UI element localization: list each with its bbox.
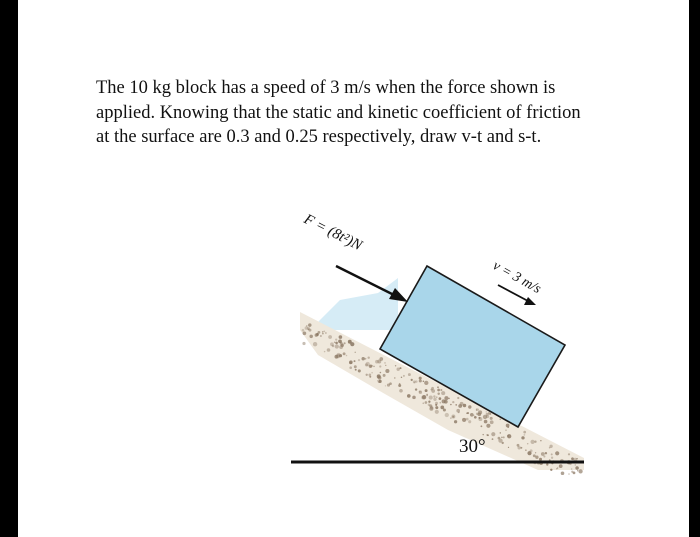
soil-dot bbox=[551, 453, 553, 455]
soil-dot bbox=[322, 333, 324, 335]
soil-dot bbox=[483, 415, 487, 419]
soil-dot bbox=[423, 380, 425, 382]
soil-dot bbox=[408, 373, 411, 376]
soil-dot bbox=[549, 447, 551, 449]
soil-dot bbox=[457, 397, 459, 399]
soil-dot bbox=[322, 331, 324, 333]
soil-dot bbox=[559, 464, 563, 468]
soil-dot bbox=[324, 351, 325, 352]
soil-dot bbox=[415, 388, 417, 390]
soil-dot bbox=[355, 352, 356, 353]
soil-dot bbox=[431, 389, 433, 391]
problem-line-1: The 10 kg block has a speed of 3 m/s when the force shown is bbox=[96, 78, 556, 98]
soil-dot bbox=[437, 389, 440, 392]
soil-dot bbox=[507, 434, 511, 438]
soil-dot bbox=[486, 434, 488, 436]
soil-dot bbox=[439, 397, 442, 400]
soil-dot bbox=[525, 449, 527, 451]
soil-dot bbox=[543, 455, 545, 457]
soil-dot bbox=[476, 410, 477, 411]
soil-dot bbox=[508, 447, 509, 448]
soil-dot bbox=[541, 452, 545, 456]
soil-dot bbox=[490, 417, 493, 420]
soil-dot bbox=[424, 381, 428, 385]
soil-dot bbox=[325, 332, 327, 334]
soil-dot bbox=[428, 401, 430, 403]
soil-dot bbox=[463, 404, 466, 407]
soil-dot bbox=[486, 411, 487, 412]
soil-dot bbox=[383, 374, 386, 377]
soil-dot bbox=[303, 331, 307, 335]
soil-dot bbox=[456, 409, 460, 413]
soil-dot bbox=[478, 417, 482, 421]
soil-dot bbox=[419, 379, 422, 382]
soil-dot bbox=[477, 412, 481, 416]
soil-dot bbox=[369, 376, 371, 378]
soil-dot bbox=[371, 372, 373, 374]
soil-dot bbox=[330, 342, 334, 346]
soil-dot bbox=[413, 380, 416, 383]
force-arrow bbox=[336, 266, 396, 296]
soil-dot bbox=[441, 391, 445, 395]
soil-dot bbox=[395, 365, 396, 366]
soil-dot bbox=[568, 453, 570, 455]
soil-dot bbox=[492, 438, 494, 440]
soil-dot bbox=[517, 444, 520, 447]
soil-dot bbox=[455, 404, 457, 406]
soil-dot bbox=[571, 475, 575, 479]
soil-dot bbox=[425, 401, 428, 404]
soil-dot bbox=[499, 418, 501, 420]
soil-dot bbox=[327, 348, 331, 352]
soil-dot bbox=[498, 437, 501, 440]
soil-dot bbox=[571, 468, 572, 469]
soil-dot bbox=[348, 340, 352, 344]
soil-dot bbox=[437, 386, 439, 388]
soil-dot bbox=[521, 436, 524, 439]
soil-dot bbox=[401, 377, 402, 378]
soil-dot bbox=[411, 379, 413, 381]
soil-dot bbox=[399, 367, 401, 369]
soil-dot bbox=[576, 483, 578, 485]
soil-dot bbox=[466, 413, 467, 414]
soil-dot bbox=[428, 403, 431, 406]
soil-dot bbox=[379, 365, 381, 367]
soil-dot bbox=[318, 331, 321, 334]
soil-dot bbox=[452, 416, 454, 418]
soil-dot bbox=[335, 339, 337, 341]
soil-dot bbox=[343, 352, 346, 355]
soil-dot bbox=[349, 360, 353, 364]
soil-dot bbox=[419, 391, 421, 393]
angle-label: 30° bbox=[459, 436, 486, 457]
soil-dot bbox=[506, 424, 510, 428]
soil-dot bbox=[368, 374, 371, 377]
soil-dot bbox=[546, 463, 548, 465]
soil-dot bbox=[468, 420, 471, 423]
soil-dot bbox=[550, 469, 552, 471]
soil-dot bbox=[384, 362, 386, 364]
soil-dot bbox=[448, 398, 450, 400]
soil-dot bbox=[320, 335, 322, 337]
soil-dot bbox=[491, 432, 495, 436]
soil-dot bbox=[378, 380, 381, 383]
soil-dot bbox=[433, 395, 435, 397]
problem-line-3: at the surface are 0.3 and 0.25 respectively, draw v-t and s-t. bbox=[96, 127, 542, 147]
soil-dot bbox=[435, 410, 439, 414]
soil-dot bbox=[575, 466, 579, 470]
soil-dot bbox=[421, 396, 425, 400]
soil-dot bbox=[462, 418, 466, 422]
soil-dot bbox=[309, 335, 312, 338]
soil-dot bbox=[419, 377, 422, 380]
soil-dot bbox=[426, 395, 427, 396]
velocity-label: v = 3 m/s bbox=[490, 258, 544, 298]
soil-dot bbox=[308, 323, 311, 326]
soil-dot bbox=[561, 472, 565, 476]
soil-dot bbox=[398, 384, 401, 387]
force-label: F = (8t²)N bbox=[301, 211, 365, 255]
soil-dot bbox=[385, 365, 386, 366]
soil-dot bbox=[394, 377, 395, 378]
force-glow bbox=[318, 278, 398, 330]
soil-dot bbox=[346, 355, 348, 357]
incline-block-figure bbox=[18, 0, 689, 537]
soil-dot bbox=[452, 401, 454, 403]
soil-dot bbox=[437, 393, 439, 395]
soil-dot bbox=[503, 436, 505, 438]
soil-dot bbox=[545, 452, 547, 454]
soil-dot bbox=[302, 329, 305, 332]
problem-line-2: applied. Knowing that the static and kinetic coefficient of friction bbox=[96, 102, 581, 123]
soil-dot bbox=[468, 405, 471, 408]
soil-dot bbox=[339, 335, 343, 339]
soil-dot bbox=[323, 331, 325, 333]
soil-dot bbox=[362, 357, 365, 360]
soil-dot bbox=[440, 389, 442, 391]
soil-dot bbox=[302, 342, 305, 345]
soil-dot bbox=[486, 424, 490, 428]
soil-dot bbox=[354, 360, 356, 362]
soil-dot bbox=[480, 425, 482, 427]
soil-dot bbox=[425, 389, 428, 392]
soil-dot bbox=[344, 342, 346, 344]
soil-dot bbox=[524, 434, 526, 436]
soil-dot bbox=[380, 372, 382, 374]
soil-dot bbox=[488, 412, 491, 415]
soil-dot bbox=[373, 366, 375, 368]
soil-dot bbox=[339, 354, 342, 357]
soil-dot bbox=[555, 451, 559, 455]
soil-dot bbox=[527, 451, 531, 455]
soil-dot bbox=[365, 358, 367, 360]
soil-dot bbox=[444, 400, 448, 404]
soil-dot bbox=[450, 417, 451, 418]
soil-dot bbox=[358, 369, 361, 372]
soil-dot bbox=[470, 413, 474, 417]
soil-dot bbox=[377, 360, 381, 364]
soil-dot bbox=[397, 368, 400, 371]
soil-dot bbox=[568, 473, 570, 475]
soil-dot bbox=[354, 365, 357, 368]
soil-dot bbox=[573, 479, 575, 481]
soil-dot bbox=[338, 339, 342, 343]
soil-dot bbox=[407, 394, 411, 398]
soil-dot bbox=[450, 404, 452, 406]
soil-dot bbox=[355, 369, 357, 371]
soil-dot bbox=[535, 456, 538, 459]
soil-dot bbox=[573, 472, 576, 475]
soil-dot bbox=[539, 458, 542, 461]
soil-dot bbox=[335, 342, 338, 345]
soil-dot bbox=[443, 408, 446, 411]
soil-dot bbox=[473, 415, 474, 416]
soil-dot bbox=[433, 398, 436, 401]
soil-dot bbox=[366, 374, 368, 376]
soil-dot bbox=[368, 357, 370, 359]
soil-dot bbox=[578, 469, 582, 473]
soil-dot bbox=[308, 328, 310, 330]
soil-dot bbox=[557, 467, 559, 469]
soil-dot bbox=[501, 437, 502, 438]
soil-dot bbox=[328, 335, 332, 339]
soil-dot bbox=[334, 342, 336, 344]
soil-dot bbox=[466, 418, 469, 421]
soil-dot bbox=[385, 385, 386, 386]
soil-dot bbox=[435, 402, 438, 405]
soil-dot bbox=[571, 457, 574, 460]
soil-dot bbox=[399, 389, 403, 393]
soil-dot bbox=[527, 443, 528, 444]
velocity-arrowhead bbox=[524, 297, 536, 305]
soil-dot bbox=[335, 355, 339, 359]
soil-dot bbox=[575, 464, 577, 466]
soil-dot bbox=[445, 413, 449, 417]
soil-dot bbox=[378, 376, 382, 380]
document-page bbox=[18, 0, 689, 537]
soil-dot bbox=[577, 470, 578, 471]
soil-dot bbox=[505, 430, 506, 431]
soil-dot bbox=[313, 342, 317, 346]
soil-dot bbox=[535, 452, 536, 453]
soil-dot bbox=[403, 375, 405, 377]
soil-dot bbox=[335, 344, 339, 348]
soil-dot bbox=[429, 396, 433, 400]
soil-dot bbox=[366, 362, 370, 366]
soil-dot bbox=[305, 326, 308, 329]
soil-dot bbox=[440, 402, 442, 404]
soil-dot bbox=[436, 396, 437, 397]
soil-dot bbox=[435, 406, 438, 409]
soil-dot bbox=[454, 420, 457, 423]
soil-dot bbox=[490, 420, 494, 424]
soil-dot bbox=[358, 359, 360, 361]
soil-dot bbox=[551, 457, 553, 459]
soil-dot bbox=[523, 431, 526, 434]
soil-dot bbox=[530, 440, 534, 444]
soil-dot bbox=[389, 382, 392, 385]
soil-dot bbox=[444, 396, 448, 400]
soil-dot bbox=[474, 416, 477, 419]
soil-dot bbox=[500, 432, 502, 434]
soil-dot bbox=[540, 440, 541, 441]
soil-dot bbox=[339, 345, 343, 349]
soil-dot bbox=[422, 402, 424, 404]
soil-dot bbox=[412, 396, 416, 400]
soil-dot bbox=[484, 420, 488, 424]
soil-dot bbox=[430, 406, 433, 409]
soil-dot bbox=[385, 369, 389, 373]
soil-dot bbox=[349, 366, 352, 369]
